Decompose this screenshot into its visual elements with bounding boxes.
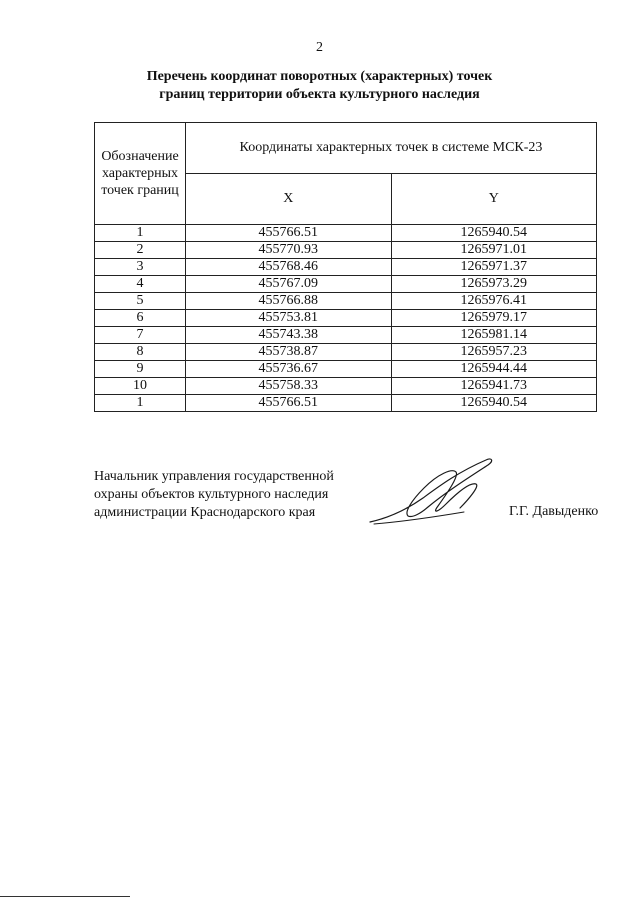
x-column-header: X [186, 174, 392, 225]
y-coordinate-cell: 1265957.23 [391, 344, 597, 361]
signature-stroke [370, 459, 492, 522]
title-line-1: Перечень координат поворотных (характерных) точек [146, 69, 493, 84]
table-row [95, 310, 597, 327]
signer-name: Г.Г. Давыденко [509, 504, 599, 519]
table-row [95, 259, 597, 276]
coordinates-table [94, 122, 597, 412]
coordinate-system-header: Координаты характерных точек в системе МСК-23 [186, 123, 597, 174]
page-number: 2 [316, 40, 323, 55]
x-coordinate-cell: 455768.46 [186, 259, 392, 276]
table-row [95, 276, 597, 293]
document-title [0, 68, 639, 104]
y-coordinate-cell: 1265971.37 [391, 259, 597, 276]
y-coordinate-cell: 1265971.01 [391, 242, 597, 259]
y-coordinate-cell: 1265940.54 [391, 225, 597, 242]
point-number-cell: 2 [95, 242, 186, 259]
x-coordinate-cell: 455767.09 [186, 276, 392, 293]
x-coordinate-cell: 455770.93 [186, 242, 392, 259]
table-row [95, 327, 597, 344]
y-coordinate-cell: 1265944.44 [391, 361, 597, 378]
x-coordinate-cell: 455736.67 [186, 361, 392, 378]
table-row [95, 293, 597, 310]
y-coordinate-cell: 1265979.17 [391, 310, 597, 327]
footnote-divider [0, 896, 130, 897]
point-number-cell: 1 [95, 225, 186, 242]
table-row [95, 242, 597, 259]
table-row [95, 378, 597, 395]
point-number-cell: 10 [95, 378, 186, 395]
point-number-cell: 6 [95, 310, 186, 327]
point-number-cell: 5 [95, 293, 186, 310]
designation-header-line-3: точек границ [101, 183, 179, 198]
designation-header-line-1: Обозначение [101, 149, 179, 164]
signatory-title-line-3: администрации Краснодарского края [94, 505, 316, 520]
title-line-2: границ территории объекта культурного наследия [159, 87, 480, 102]
table-row [95, 395, 597, 412]
signatory-title-line-2: охраны объектов культурного наследия [94, 487, 329, 502]
designation-header [95, 123, 186, 225]
y-coordinate-cell: 1265981.14 [391, 327, 597, 344]
point-number-cell: 1 [95, 395, 186, 412]
table-row [95, 344, 597, 361]
x-coordinate-cell: 455758.33 [186, 378, 392, 395]
point-number-cell: 4 [95, 276, 186, 293]
signatory-title-line-1: Начальник управления государственной [94, 469, 334, 484]
x-coordinate-cell: 455766.51 [186, 395, 392, 412]
point-number-cell: 7 [95, 327, 186, 344]
x-coordinate-cell: 455738.87 [186, 344, 392, 361]
x-coordinate-cell: 455766.51 [186, 225, 392, 242]
y-coordinate-cell: 1265973.29 [391, 276, 597, 293]
point-number-cell: 8 [95, 344, 186, 361]
signatory-block [94, 468, 334, 522]
table-body [95, 225, 597, 412]
point-number-cell: 3 [95, 259, 186, 276]
table-row [95, 225, 597, 242]
designation-header-line-2: характерных [101, 166, 179, 181]
x-coordinate-cell: 455766.88 [186, 293, 392, 310]
y-column-header: Y [391, 174, 597, 225]
point-number-cell: 9 [95, 361, 186, 378]
table-row [95, 361, 597, 378]
y-coordinate-cell: 1265976.41 [391, 293, 597, 310]
handwritten-signature [368, 452, 498, 532]
x-coordinate-cell: 455753.81 [186, 310, 392, 327]
x-coordinate-cell: 455743.38 [186, 327, 392, 344]
y-coordinate-cell: 1265941.73 [391, 378, 597, 395]
y-coordinate-cell: 1265940.54 [391, 395, 597, 412]
